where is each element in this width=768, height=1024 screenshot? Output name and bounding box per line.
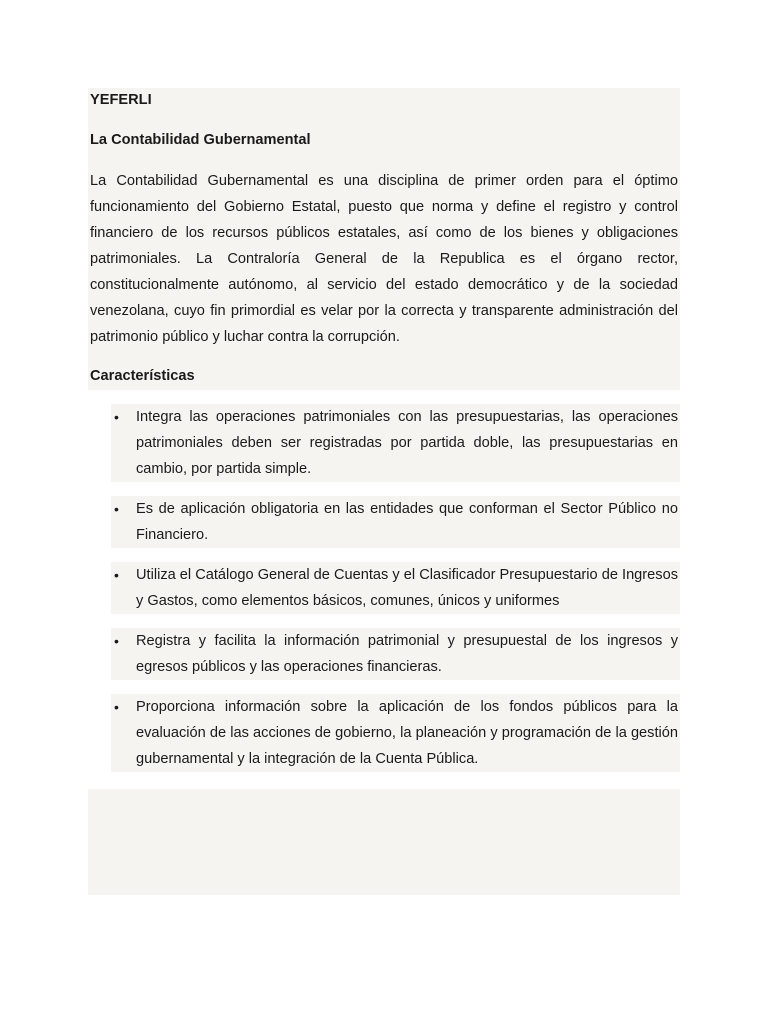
list-item <box>111 496 680 548</box>
list-item <box>111 694 680 772</box>
list-item-text: Integra las operaciones patrimoniales con las presupuestarias, las operaciones patrimoniales deben ser registradas por partida doble, las presupuestarias en cambio, por partida simple. <box>136 409 678 477</box>
spacer <box>88 350 680 364</box>
list-item-text: Utiliza el Catálogo General de Cuentas y el Clasificador Presupuestario de Ingresos y Gastos, como elementos básicos, comunes, únicos y uniformes <box>136 567 678 609</box>
list-item-text: Proporciona información sobre la aplicación de los fondos públicos para la evaluación de las acciones de gobierno, la planeación y programación de la gestión gubernamental y la integración de la Cuenta Pública. <box>136 699 678 767</box>
document-body <box>88 88 680 772</box>
list-item <box>111 562 680 614</box>
bullet-icon: • <box>114 567 119 583</box>
list-item-text: Registra y facilita la información patrimonial y presupuestal de los ingresos y egresos públicos y las operaciones financieras. <box>136 633 678 675</box>
characteristics-list <box>88 404 680 772</box>
list-item-text: Es de aplicación obligatoria en las entidades que conforman el Sector Público no Financiero. <box>136 501 678 543</box>
section-heading: Características <box>88 364 680 390</box>
empty-shaded-block <box>88 789 680 895</box>
bullet-icon: • <box>114 501 119 517</box>
bullet-icon: • <box>114 633 119 649</box>
spacer <box>88 114 680 128</box>
spacer <box>88 154 680 168</box>
list-item <box>111 628 680 680</box>
intro-paragraph: La Contabilidad Gubernamental es una disciplina de primer orden para el óptimo funcionamiento del Gobierno Estatal, puesto que norma y define el registro y control financiero de los recursos públicos estatales, así como de los bienes y obligaciones patrimoniales. La Contraloría General de la Republica es el órgano rector, constitucionalmente autónomo, al servicio del estado democrático y de la sociedad venezolana, cuyo fin primordial es velar por la correcta y transparente administración del patrimonio público y luchar contra la corrupción. <box>88 168 680 350</box>
author-heading: YEFERLI <box>88 88 680 114</box>
document-title: La Contabilidad Gubernamental <box>88 128 680 154</box>
bullet-icon: • <box>114 699 119 715</box>
spacer <box>88 390 680 404</box>
list-item <box>111 404 680 482</box>
bullet-icon: • <box>114 409 119 425</box>
